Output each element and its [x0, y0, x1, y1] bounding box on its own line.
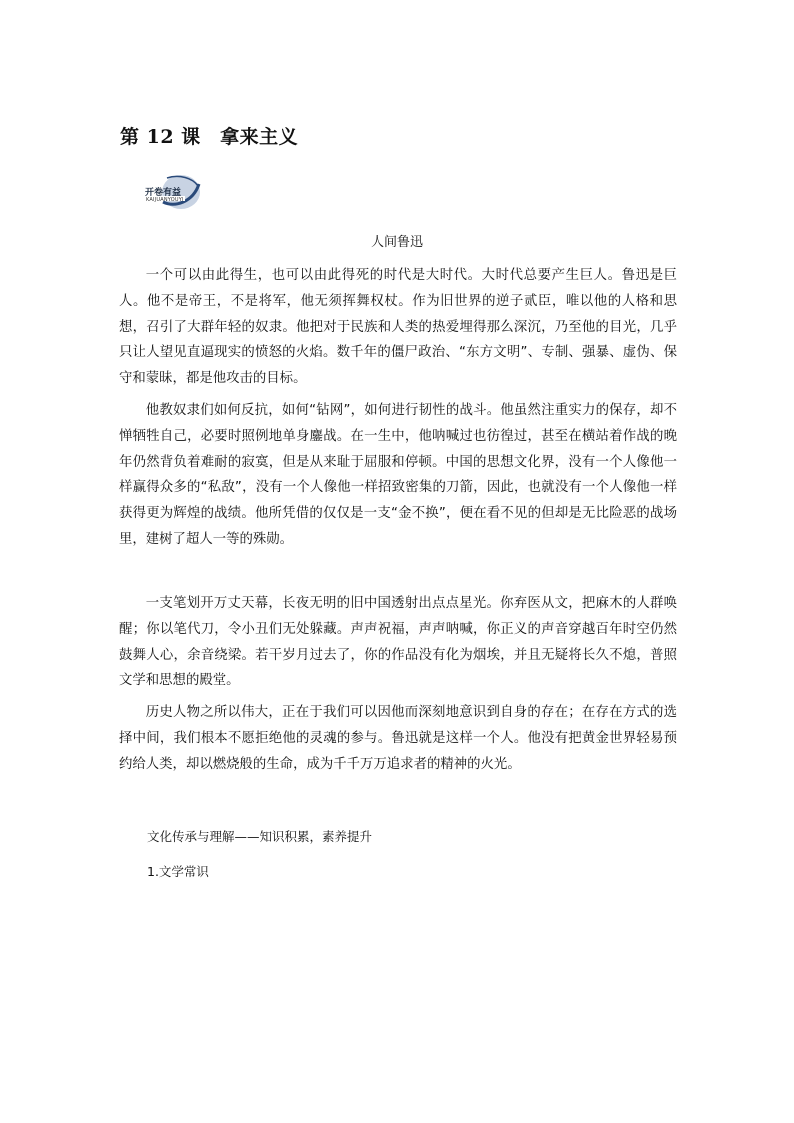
article-title: 人间鲁迅: [370, 235, 423, 250]
section-subheading: 1.文学常识: [147, 864, 209, 879]
article-paragraph-3: 一支笔划开万丈天幕，长夜无明的旧中国透射出点点星光。你弃医从文，把麻木的人群唤醒；你以笔代刀，令小丑们无处躲藏。声声祝福，声声呐喊，你正义的声音穿越百年时空仍然鼓舞人心，余音绕梁。若干岁月过去了，你的作品没有化为烟埃，并且无疑将长久不熄，普照文学和思想的殿堂。: [119, 596, 677, 689]
article-paragraph-2: 他教奴隶们如何反抗，如何“钻网”，如何进行韧性的战斗。他虽然注重实力的保存，却不惮牺牲自己，必要时照例地单身鏖战。在一生中，他呐喊过也彷徨过，甚至在横站着作战的晚年仍然背负着难耐的寂寞，但是从来耻于屈服和停顿。中国的思想文化界，没有一个人像他一样赢得众多的“私敌”，没有一个人像他一样招致密集的刀箭，因此，也就没有一个人像他一样获得更为辉煌的战绩。他所凭借的仅仅是一支“金不换”，便在看不见的但却是无比险恶的战场里，建树了超人一等的殊勋。: [119, 403, 677, 547]
kaijuan-youyi-badge: [145, 172, 201, 212]
article-paragraph-4: 历史人物之所以伟大，正在于我们可以因他而深刻地意识到自身的存在；在存在方式的选择中间，我们根本不愿拒绝他的灵魂的参与。鲁迅就是这样一个人。他没有把黄金世界轻易预约给人类，却以燃烧般的生命，成为千千万万追求者的精神的火光。: [119, 705, 677, 772]
article-paragraph-1: 一个可以由此得生，也可以由此得死的时代是大时代。大时代总要产生巨人。鲁迅是巨人。他不是帝王，不是将军，他无须挥舞权杖。作为旧世界的逆子贰臣，唯以他的人格和思想，召引了大群年轻的奴隶。他把对于民族和人类的热爱埋得那么深沉，乃至他的目光，几乎只让人望见直逼现实的愤怒的火焰。数千年的僵尸政治、“东方文明”、专制、强暴、虚伪、保守和蒙昧，都是他攻击的目标。: [119, 268, 677, 387]
badge-label: 开卷有益: [145, 188, 182, 198]
badge-sublabel: KAIJUANYOUYI: [146, 197, 184, 203]
section-heading: 文化传承与理解——知识积累，素养提升: [147, 829, 373, 844]
lesson-title: 第 12 课 拿来主义: [120, 126, 299, 148]
